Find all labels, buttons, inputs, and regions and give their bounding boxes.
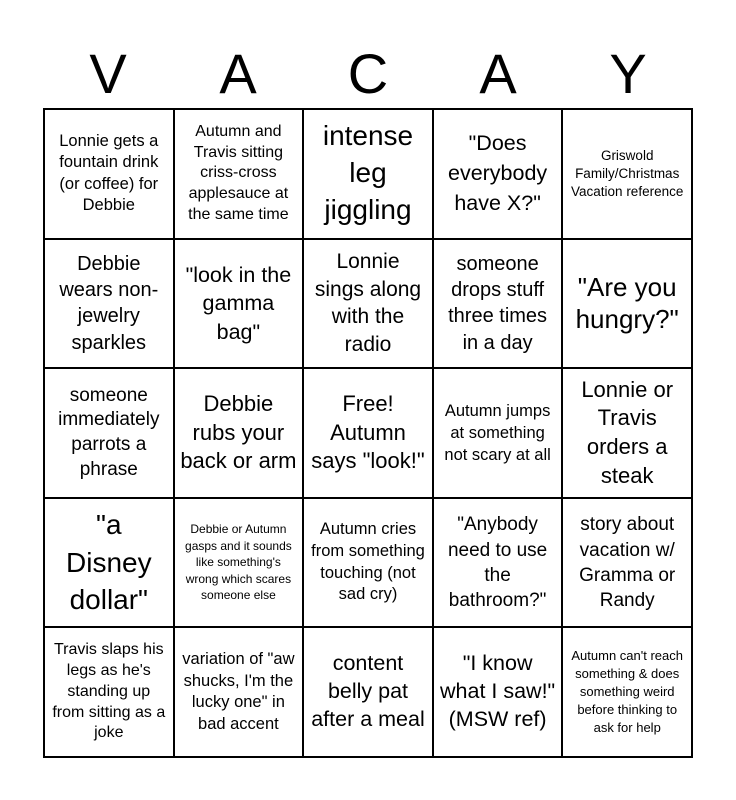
cell-text: "a Disney dollar" <box>66 508 152 616</box>
bingo-cell[interactable] <box>174 239 304 369</box>
bingo-cell[interactable] <box>303 239 433 369</box>
cell-text: "Anybody need to use the bathroom?" <box>447 514 548 611</box>
bingo-cell[interactable] <box>562 498 692 628</box>
cell-text: Debbie wears non-jewelry sparkles <box>59 252 159 354</box>
cell-text: Debbie rubs your back or arm <box>180 391 297 474</box>
bingo-cell[interactable] <box>44 109 174 239</box>
cell-text: Lonnie or Travis orders a steak <box>581 376 674 488</box>
bingo-cell[interactable] <box>433 627 563 757</box>
cell-text: someone immediately parrots a phrase <box>58 384 160 480</box>
bingo-cell[interactable] <box>433 239 563 369</box>
cell-text: "look in the gamma bag" <box>185 262 292 344</box>
bingo-cell[interactable] <box>44 239 174 369</box>
bingo-cell[interactable] <box>303 498 433 628</box>
header-letter-a-2: A <box>479 42 517 105</box>
cell-text: Griswold Family/Christmas Vacation reference <box>571 147 684 199</box>
cell-text: Debbie or Autumn gasps and it sounds like something's wrong which scares someone else <box>185 522 292 603</box>
bingo-cell[interactable] <box>303 627 433 757</box>
bingo-header <box>43 40 693 108</box>
header-letter-y: Y <box>609 42 647 105</box>
bingo-cell[interactable] <box>433 109 563 239</box>
cell-text: Free! Autumn says "look!" <box>311 391 425 474</box>
cell-text: someone drops stuff three times in a day <box>448 252 548 354</box>
header-letter-a: A <box>219 42 257 105</box>
bingo-cell[interactable] <box>44 368 174 498</box>
header-letter-c: C <box>347 42 389 105</box>
bingo-cell[interactable] <box>174 498 304 628</box>
cell-text: Autumn jumps at something not scary at all <box>444 401 551 465</box>
bingo-cell[interactable] <box>44 498 174 628</box>
cell-text: "Are you hungry?" <box>575 271 679 335</box>
cell-text: variation of "aw shucks, I'm the lucky one" in bad accent <box>182 650 295 733</box>
cell-text: intense leg jiggling <box>322 120 414 226</box>
bingo-cell[interactable] <box>562 109 692 239</box>
bingo-cell[interactable] <box>562 368 692 498</box>
bingo-cell[interactable] <box>562 627 692 757</box>
bingo-cell[interactable] <box>174 368 304 498</box>
bingo-cell[interactable] <box>433 368 563 498</box>
bingo-cell[interactable] <box>174 627 304 757</box>
header-letter-v: V <box>89 42 127 105</box>
bingo-cell[interactable] <box>433 498 563 628</box>
cell-text: Lonnie gets a fountain drink (or coffee) for Debbie <box>59 131 159 215</box>
cell-text: Autumn cries from something touching (not sad cry) <box>311 520 425 604</box>
cell-text: content belly pat after a meal <box>311 651 425 732</box>
bingo-board <box>43 108 693 758</box>
cell-text: "I know what I saw!" (MSW ref) <box>440 651 556 732</box>
cell-text: Autumn and Travis sitting criss-cross applesauce at the same time <box>188 122 289 223</box>
cell-text: "Does everybody have X?" <box>447 131 548 215</box>
bingo-cell[interactable] <box>174 109 304 239</box>
cell-text: Autumn can't reach something & does something weird before thinking to ask for help <box>571 648 683 736</box>
cell-text: story about vacation w/ Gramma or Randy <box>579 514 676 611</box>
cell-text: Lonnie sings along with the radio <box>314 249 422 357</box>
cell-text: Travis slaps his legs as he's standing up from sitting as a joke <box>52 641 166 742</box>
bingo-cell[interactable] <box>562 239 692 369</box>
bingo-cell[interactable] <box>303 109 433 239</box>
bingo-cell[interactable] <box>303 368 433 498</box>
bingo-cell[interactable] <box>44 627 174 757</box>
